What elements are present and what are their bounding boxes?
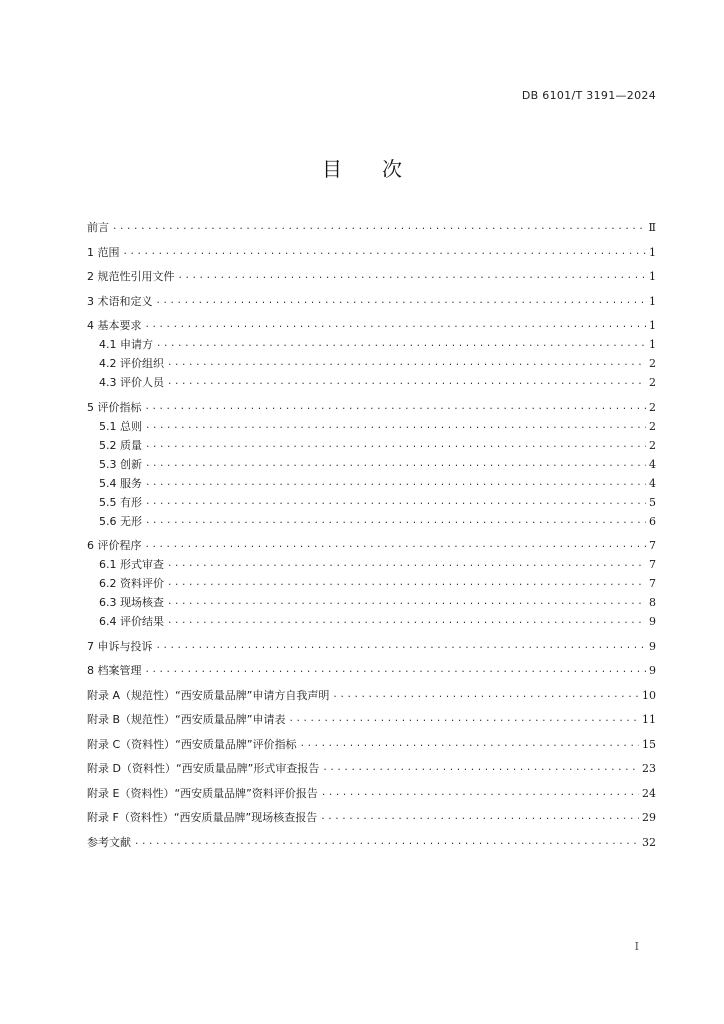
- toc-dot-leader: [156, 292, 647, 311]
- toc-entry-page: 4: [649, 476, 656, 490]
- toc-dot-leader: [288, 710, 639, 729]
- toc-entry[interactable]: [87, 335, 656, 354]
- table-of-contents: [87, 218, 656, 852]
- toc-entry-page: 29: [642, 811, 656, 824]
- toc-dot-leader: [145, 493, 646, 512]
- toc-dot-leader: [145, 455, 646, 474]
- toc-dot-leader: [300, 735, 639, 754]
- toc-entry-label: 6.1 形式审查: [99, 558, 164, 571]
- toc-entry-page: 5: [649, 495, 656, 509]
- toc-entry[interactable]: [87, 555, 656, 574]
- toc-entry[interactable]: [87, 784, 656, 803]
- toc-entry-label: 附录 D（资料性）“西安质量品牌”形式审查报告: [87, 762, 320, 775]
- toc-entry-label: 6.2 资料评价: [99, 577, 164, 590]
- toc-entry[interactable]: [87, 267, 656, 286]
- toc-entry[interactable]: [87, 536, 656, 555]
- toc-entry-page: 1: [649, 319, 656, 332]
- toc-entry[interactable]: [87, 637, 656, 656]
- toc-entry-page: 24: [642, 786, 656, 800]
- toc-entry-label: 附录 A（规范性）“西安质量品牌”申请方自我声明: [87, 688, 330, 702]
- toc-entry-label: 3 术语和定义: [87, 294, 153, 308]
- toc-dot-leader: [156, 335, 646, 354]
- toc-entry-label: 4.2 评价组织: [99, 357, 164, 370]
- toc-entry[interactable]: [87, 710, 656, 729]
- toc-entry-label: 5.3 创新: [99, 457, 142, 471]
- toc-entry-page: 9: [649, 664, 656, 677]
- toc-title: 目 次: [322, 157, 402, 181]
- toc-entry-label: 6.3 现场核查: [99, 596, 164, 609]
- toc-entry-page: 9: [649, 639, 656, 653]
- toc-entry-page: 11: [642, 713, 656, 726]
- toc-entry-page: 8: [649, 596, 656, 609]
- toc-entry[interactable]: [87, 593, 656, 612]
- toc-entry[interactable]: [87, 417, 656, 436]
- toc-dot-leader: [167, 593, 646, 612]
- toc-entry-label: 4.1 申请方: [99, 338, 153, 351]
- toc-entry-label: 4 基本要求: [87, 319, 142, 332]
- toc-entry[interactable]: [87, 833, 656, 852]
- toc-entry[interactable]: [87, 759, 656, 778]
- toc-entry-label: 附录 F（资料性）“西安质量品牌”现场核查报告: [87, 811, 318, 824]
- toc-dot-leader: [145, 316, 647, 335]
- toc-entry-page: 9: [649, 615, 656, 628]
- toc-entry-page: 15: [642, 737, 656, 751]
- toc-dot-leader: [156, 637, 647, 656]
- toc-dot-leader: [145, 536, 647, 555]
- toc-dot-leader: [145, 417, 646, 436]
- toc-dot-leader: [320, 808, 639, 827]
- toc-entry-page: 2: [649, 357, 656, 370]
- toc-entry[interactable]: [87, 686, 656, 705]
- toc-entry-page: 1: [649, 270, 656, 283]
- toc-entry-label: 5.1 总则: [99, 419, 142, 433]
- toc-entry[interactable]: [87, 661, 656, 680]
- toc-entry-label: 5.5 有形: [99, 495, 142, 509]
- toc-entry-label: 6 评价程序: [87, 539, 142, 552]
- toc-entry[interactable]: [87, 455, 656, 474]
- toc-entry-label: 附录 E（资料性）“西安质量品牌”资料评价报告: [87, 786, 318, 800]
- toc-entry-label: 6.4 评价结果: [99, 615, 164, 628]
- toc-entry-label: 5.2 质量: [99, 438, 142, 452]
- toc-entry-label: 8 档案管理: [87, 664, 142, 677]
- toc-entry-label: 2 规范性引用文件: [87, 270, 175, 283]
- toc-entry-page: 2: [649, 400, 656, 414]
- toc-entry-page: Ⅱ: [648, 221, 656, 234]
- toc-entry-page: 6: [649, 514, 656, 528]
- toc-entry-page: 2: [649, 419, 656, 433]
- toc-entry-label: 5.6 无形: [99, 514, 142, 528]
- toc-entry-label: 4.3 评价人员: [99, 376, 164, 389]
- toc-entry-page: 7: [649, 558, 656, 571]
- toc-dot-leader: [145, 512, 646, 531]
- toc-entry[interactable]: [87, 218, 656, 237]
- toc-dot-leader: [167, 555, 646, 574]
- toc-entry-label: 7 申诉与投诉: [87, 639, 153, 653]
- toc-dot-leader: [112, 218, 646, 237]
- toc-entry-page: 23: [642, 762, 656, 775]
- toc-entry-page: 1: [649, 294, 656, 308]
- toc-dot-leader: [321, 784, 639, 803]
- toc-entry-page: 7: [649, 539, 656, 552]
- toc-dot-leader: [322, 759, 639, 778]
- document-code: DB 6101/T 3191—2024: [521, 89, 656, 102]
- toc-dot-leader: [145, 398, 647, 417]
- toc-entry[interactable]: [87, 735, 656, 754]
- toc-entry[interactable]: [87, 354, 656, 373]
- toc-entry[interactable]: [87, 436, 656, 455]
- toc-dot-leader: [123, 243, 647, 262]
- toc-dot-leader: [167, 354, 646, 373]
- toc-entry[interactable]: [87, 398, 656, 417]
- toc-dot-leader: [145, 661, 647, 680]
- toc-dot-leader: [167, 612, 646, 631]
- toc-entry-page: 2: [649, 438, 656, 452]
- toc-entry[interactable]: [87, 493, 656, 512]
- toc-entry[interactable]: [87, 292, 656, 311]
- toc-entry-page: 7: [649, 577, 656, 590]
- page-number: I: [634, 940, 639, 953]
- toc-entry-page: 2: [649, 376, 656, 389]
- toc-entry-label: 附录 B（规范性）“西安质量品牌”申请表: [87, 713, 286, 726]
- toc-dot-leader: [145, 474, 646, 493]
- toc-entry-page: 10: [642, 688, 656, 702]
- toc-entry[interactable]: [87, 574, 656, 593]
- toc-entry-page: 4: [649, 457, 656, 471]
- toc-dot-leader: [134, 833, 639, 852]
- toc-entry-label: 前言: [87, 221, 109, 234]
- toc-entry-label: 1 范围: [87, 245, 120, 259]
- toc-dot-leader: [178, 267, 647, 286]
- toc-entry[interactable]: [87, 512, 656, 531]
- toc-entry[interactable]: [87, 612, 656, 631]
- toc-entry[interactable]: [87, 808, 656, 827]
- toc-entry-label: 参考文献: [87, 835, 131, 849]
- toc-entry[interactable]: [87, 373, 656, 392]
- toc-entry-label: 5.4 服务: [99, 476, 142, 490]
- toc-dot-leader: [145, 436, 646, 455]
- toc-dot-leader: [332, 686, 639, 705]
- toc-entry-page: 32: [642, 835, 656, 849]
- toc-entry-label: 附录 C（资料性）“西安质量品牌”评价指标: [87, 737, 297, 751]
- toc-entry[interactable]: [87, 474, 656, 493]
- toc-dot-leader: [167, 373, 646, 392]
- toc-entry[interactable]: [87, 316, 656, 335]
- toc-entry[interactable]: [87, 243, 656, 262]
- toc-dot-leader: [167, 574, 646, 593]
- toc-entry-page: 1: [649, 245, 656, 259]
- toc-entry-page: 1: [649, 338, 656, 351]
- toc-entry-label: 5 评价指标: [87, 400, 142, 414]
